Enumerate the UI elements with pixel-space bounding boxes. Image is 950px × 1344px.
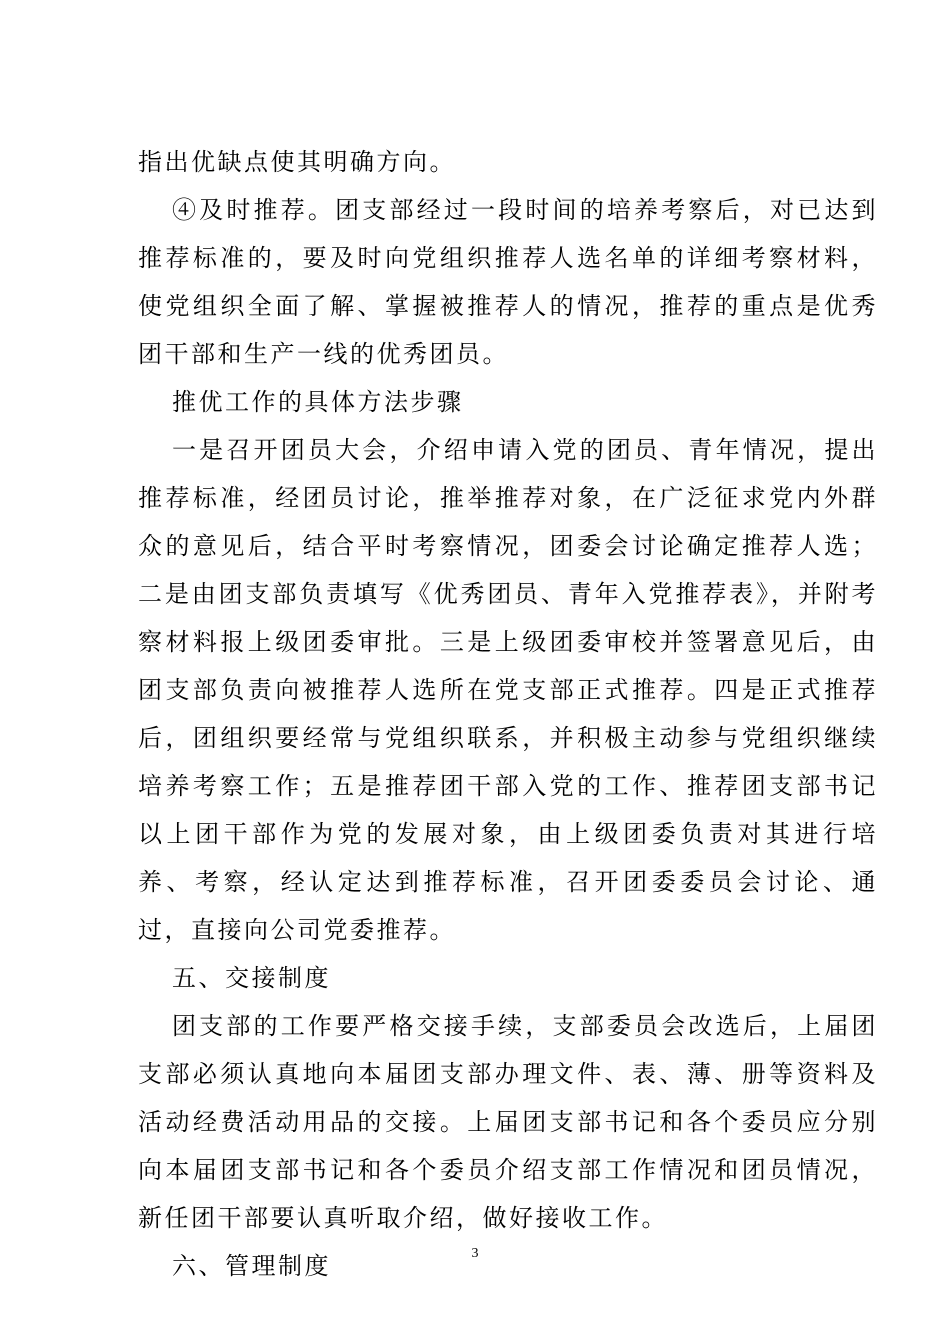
paragraph-continuation: 指出优缺点使其明确方向。: [138, 148, 456, 176]
document-body: [138, 138, 878, 1290]
section-heading-handover: 五、交接制度: [172, 964, 331, 992]
paragraph-timely-recommendation: ④及时推荐。团支部经过一段时间的培养考察后，对已达到推荐标准的，要及时向党组织推荐人选名单的详细考察材料，使党组织全面了解、掌握被推荐人的情况，推荐的重点是优秀团干部和生产一线的优秀团员。: [138, 196, 878, 368]
section-heading-management: 六、管理制度: [172, 1252, 331, 1280]
page-number: 3: [471, 1246, 479, 1261]
paragraph-handover: 团支部的工作要严格交接手续，支部委员会改选后，上届团支部必须认真地向本届团支部办理文件、表、薄、册等资料及活动经费活动用品的交接。上届团支部书记和各个委员应分别向本届团支部书记和各个委员介绍支部工作情况和团员情况，新任团干部要认真听取介绍，做好接收工作。: [138, 1012, 878, 1232]
paragraph-recommendation-steps: 一是召开团员大会，介绍申请入党的团员、青年情况，提出推荐标准，经团员讨论，推举推荐对象，在广泛征求党内外群众的意见后，结合平时考察情况，团委会讨论确定推荐人选；二是由团支部负责填写《优秀团员、青年入党推荐表》，并附考察材料报上级团委审批。三是上级团委审校并签署意见后，由团支部负责向被推荐人选所在党支部正式推荐。四是正式推荐后，团组织要经常与党组织联系，并积极主动参与党组织继续培养考察工作；五是推荐团干部入党的工作、推荐团支部书记以上团干部作为党的发展对象，由上级团委负责对其进行培养、考察，经认定达到推荐标准，召开团委委员会讨论、通过，直接向公司党委推荐。: [138, 436, 878, 944]
subheading-recommendation-steps: 推优工作的具体方法步骤: [172, 388, 464, 416]
